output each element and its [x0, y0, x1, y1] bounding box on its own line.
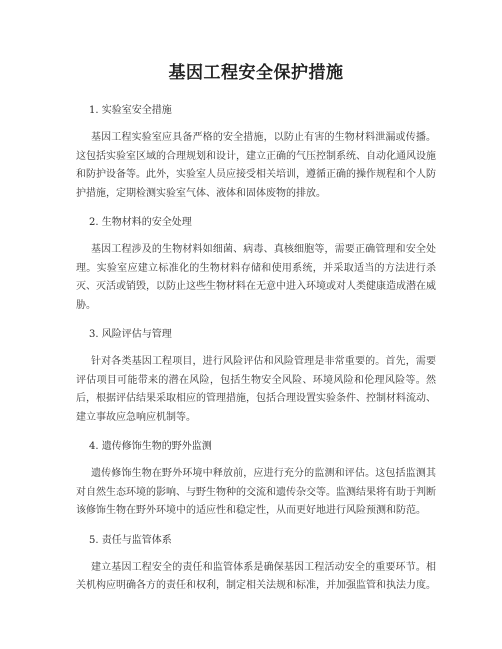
document-title: 基因工程安全保护措施: [168, 63, 344, 83]
section-paragraph: 基因工程涉及的生物材料如细菌、病毒、真核细胞等，需要正确管理和安全处理。实验室应建立标准化的生物材料存储和使用系统，并采取适当的方法进行杀灭、灭活或销毁，以防止这些生物材料在无意中进入环境或对人类健康造成潜在威胁。: [76, 244, 436, 311]
section-bio-material: [76, 215, 436, 315]
section-paragraph: 建立基因工程安全的责任和监管体系是确保基因工程活动安全的重要环节。相关机构应明确各方的责任和权利，制定相关法规和标准，并加强监管和执法力度。: [76, 561, 436, 591]
section-paragraph: 基因工程实验室应具备严格的安全措施，以防止有害的生物材料泄漏或传播。这包括实验室区域的合理规划和设计，建立正确的气压控制系统、自动化通风设施和防护设备等。此外，实验室人员应接受相关培训，遵循正确的操作规程和个人防护措施，定期检测实验室气体、液体和固体废物的排放。: [76, 132, 436, 199]
section-heading: 1. 实验室安全措施: [89, 105, 172, 116]
section-heading: 4. 遗传修饰生物的野外监测: [89, 441, 212, 452]
section-field-monitoring: [76, 439, 436, 521]
section-heading: 5. 责任与监管体系: [89, 534, 172, 546]
section-heading: 3. 风险评估与管理: [89, 329, 172, 340]
section-risk-management: [76, 327, 436, 427]
section-regulation: [76, 533, 436, 596]
section-paragraph: 针对各类基因工程项目，进行风险评估和风险管理是非常重要的。首先，需要评估项目可能带来的潜在风险，包括生物安全风险、环境风险和伦理风险等。然后，根据评估结果采取相应的管理措施，包括合理设置实验条件、控制材料流动、建立事故应急响应机制等。: [76, 356, 436, 423]
section-lab-safety: [76, 103, 436, 203]
section-heading: 2. 生物材料的安全处理: [89, 217, 192, 228]
section-paragraph: 遗传修饰生物在野外环境中释放前，应进行充分的监测和评估。这包括监测其对自然生态环境的影响、与野生物种的交流和遗传杂交等。监测结果将有助于判断该修饰生物在野外环境中的适应性和稳定性，从而更好地进行风险预测和防范。: [76, 468, 436, 516]
